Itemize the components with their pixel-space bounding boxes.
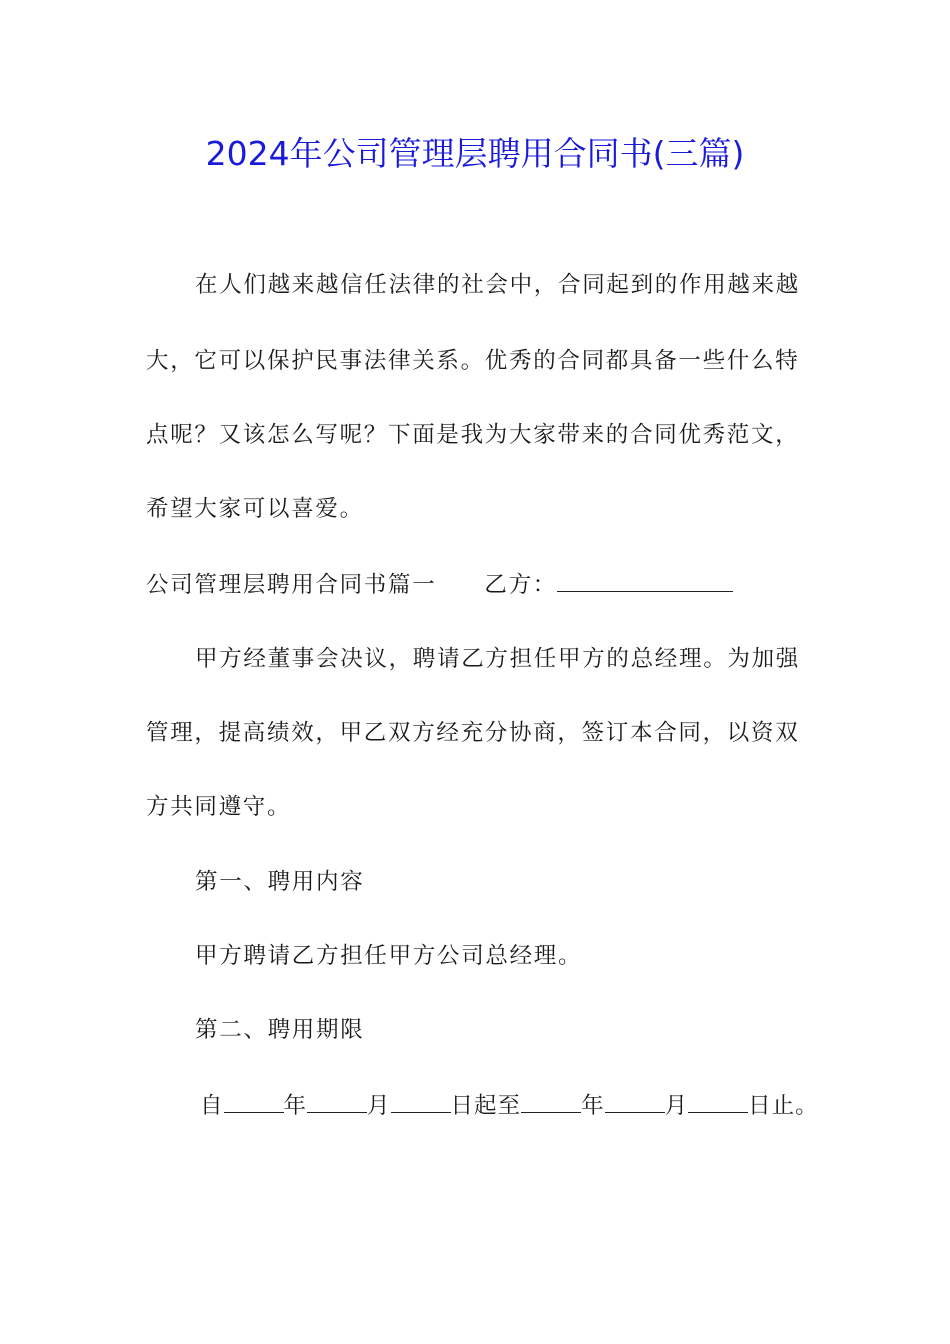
blank-start-month — [307, 1090, 367, 1113]
intro-line-2: 大，它可以保护民事法律关系。优秀的合同都具备一些什么特 — [146, 348, 800, 374]
article1-text: 甲方聘请乙方担任甲方公司总经理。 — [195, 943, 583, 969]
term-line — [200, 1090, 819, 1121]
term-year-1: 年 — [283, 1093, 308, 1119]
para1-line-2: 管理，提高绩效，甲乙双方经充分协商，签订本合同，以资双 — [146, 720, 800, 746]
section-heading: 公司管理层聘用合同书篇一 — [146, 572, 437, 598]
intro-line-3: 点呢？又该怎么写呢？下面是我为大家带来的合同优秀范文， — [146, 422, 800, 448]
section-heading-row — [146, 569, 733, 600]
party-b-label: 乙方： — [484, 572, 558, 598]
para1-line-1: 甲方经董事会决议，聘请乙方担任甲方的总经理。为加强 — [195, 646, 801, 672]
term-day-from-to: 日起至 — [450, 1093, 522, 1119]
blank-start-day — [391, 1090, 451, 1113]
blank-end-day — [688, 1090, 748, 1113]
blank-start-year — [224, 1090, 284, 1113]
party-b-blank — [557, 569, 733, 592]
blank-end-month — [605, 1090, 665, 1113]
term-day-end: 日止。 — [748, 1093, 819, 1119]
intro-line-1: 在人们越来越信任法律的社会中，合同起到的作用越来越 — [195, 272, 801, 298]
para1-line-3: 方共同遵守。 — [146, 794, 292, 820]
term-year-2: 年 — [581, 1093, 605, 1119]
blank-end-year — [521, 1090, 581, 1113]
document-title: 2024年公司管理层聘用合同书(三篇) — [205, 134, 745, 173]
term-month-1: 月 — [367, 1093, 391, 1119]
article2-heading: 第二、聘用期限 — [195, 1017, 365, 1043]
intro-line-4: 希望大家可以喜爱。 — [146, 496, 364, 522]
article1-heading: 第一、聘用内容 — [195, 869, 365, 895]
term-month-2: 月 — [664, 1093, 689, 1119]
term-from: 自 — [200, 1093, 224, 1119]
